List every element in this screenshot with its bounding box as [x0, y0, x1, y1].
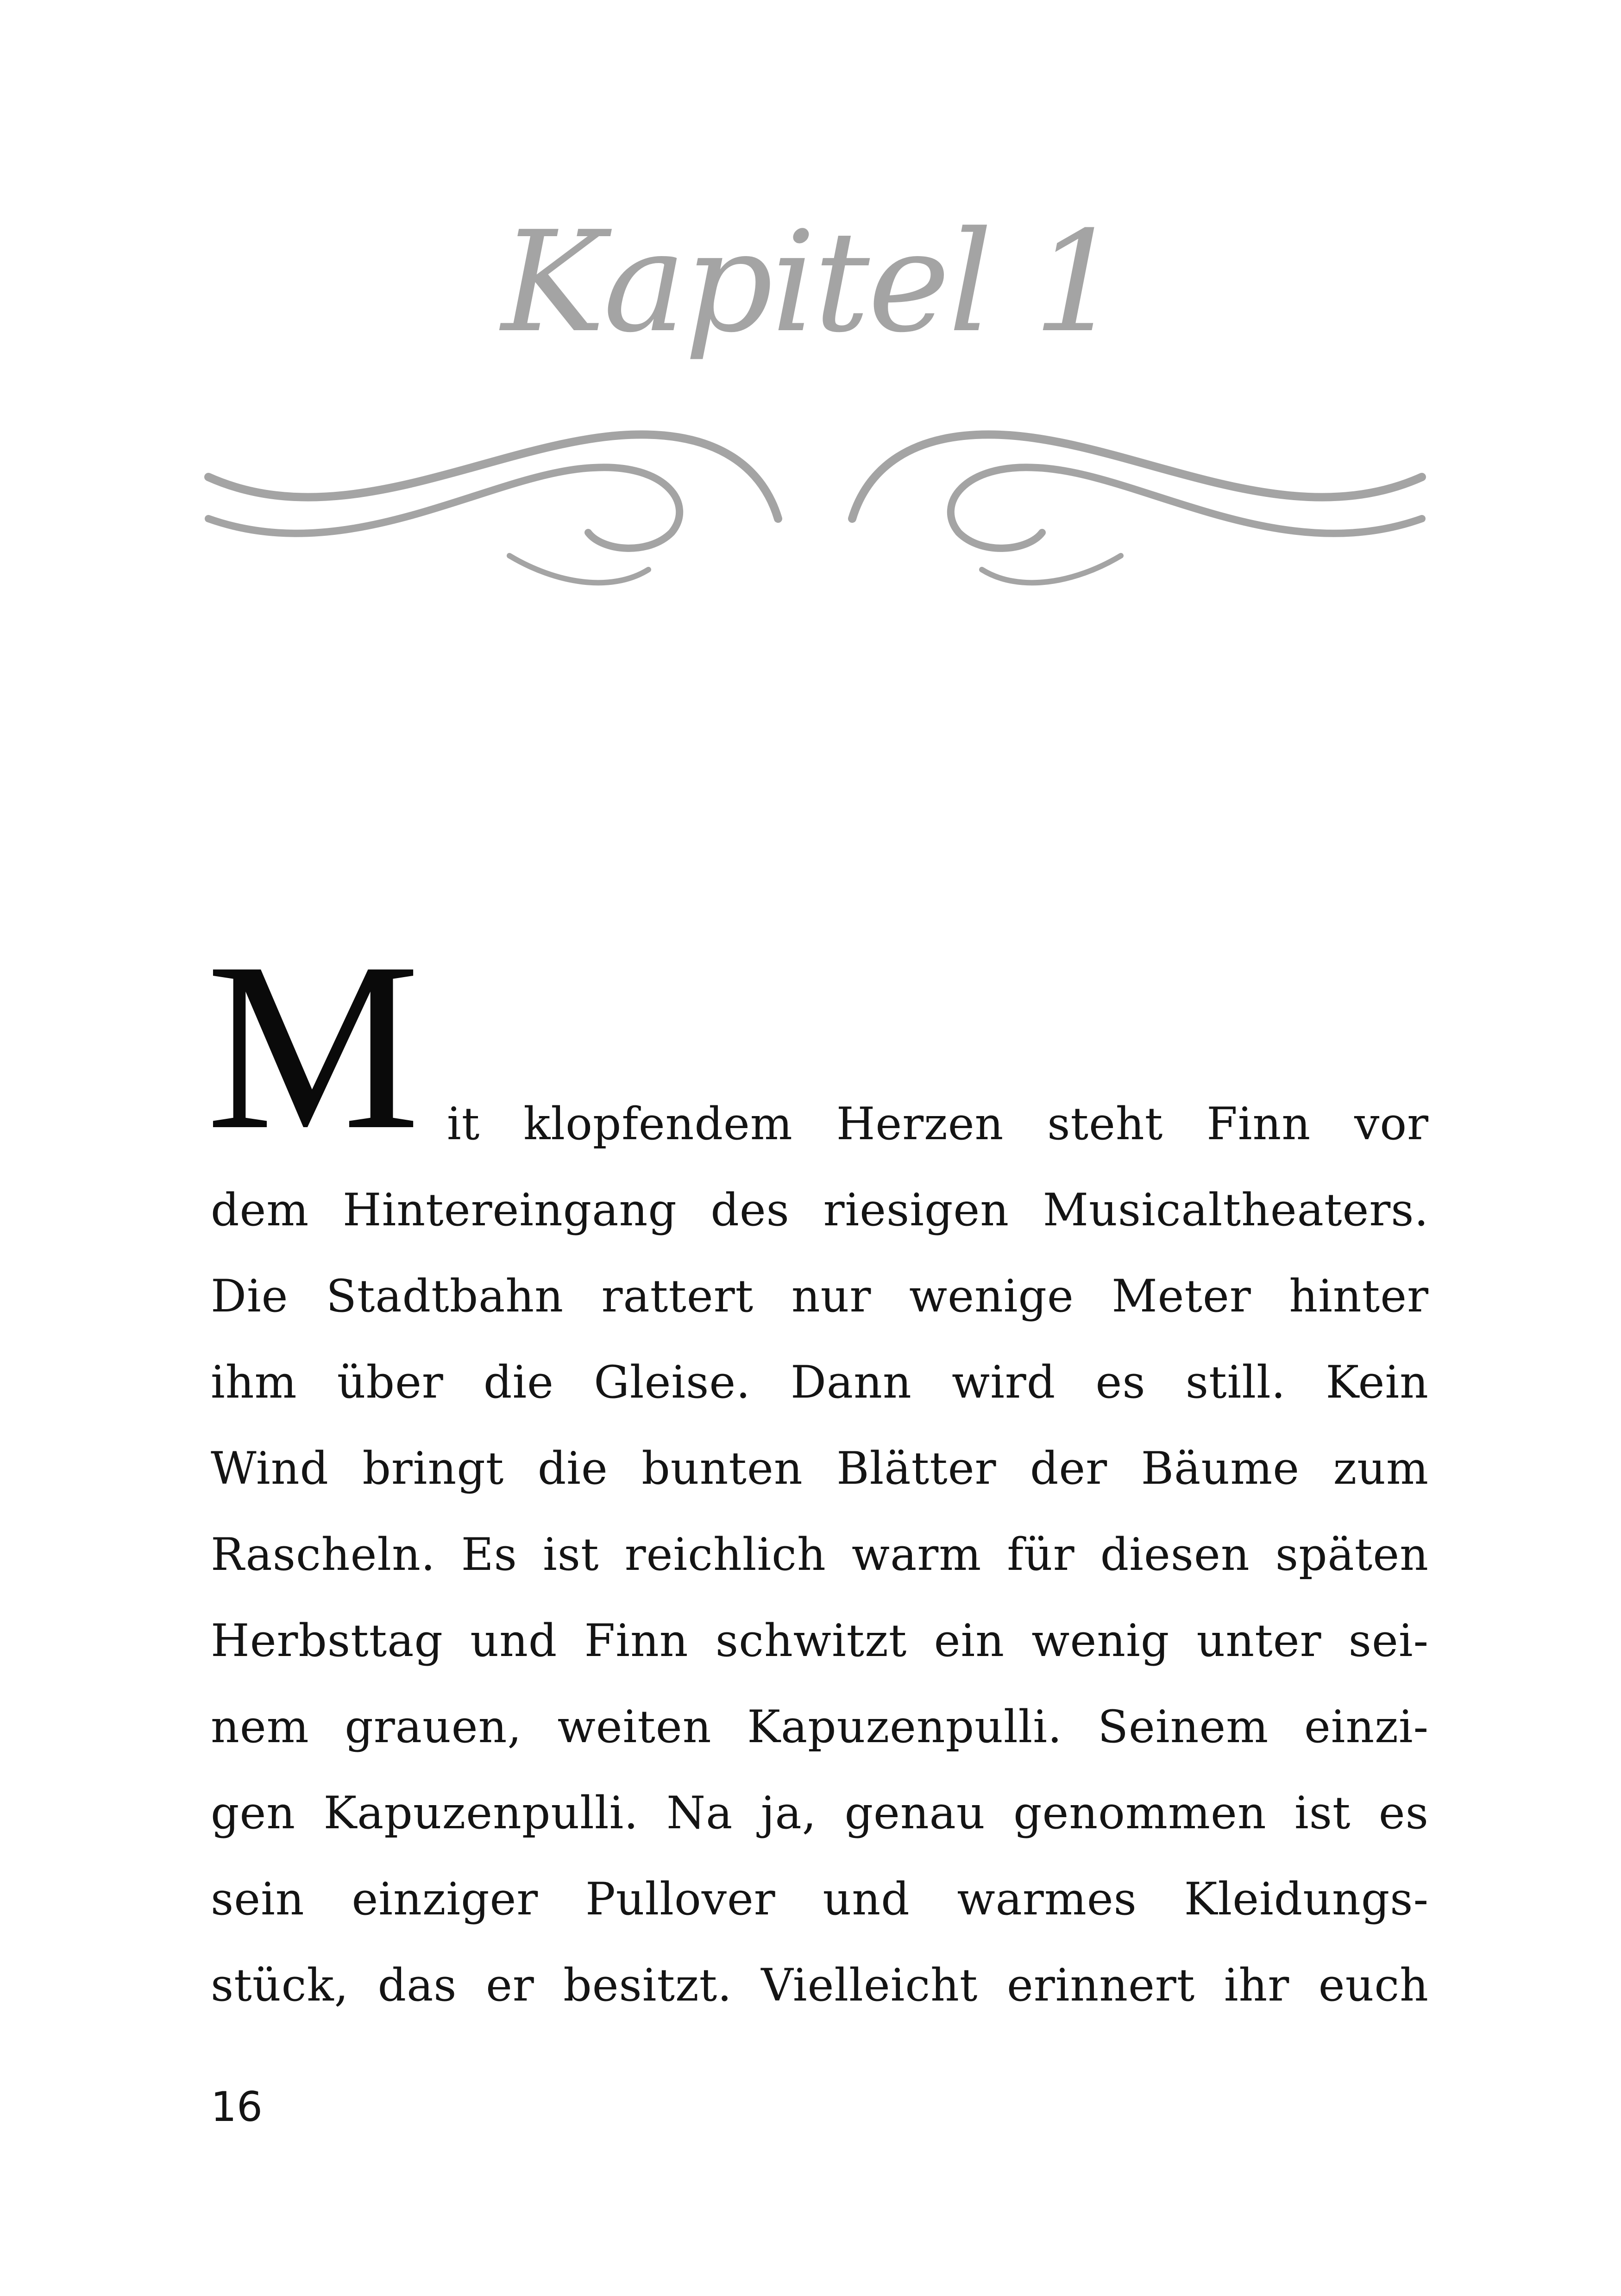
text-line: sein einziger Pullover und warmes Kleidungs-: [211, 1873, 1429, 1925]
right-flourish-tail: [982, 556, 1121, 583]
text-line: Rascheln. Es ist reichlich warm für diesen späten: [211, 1529, 1429, 1581]
text-line: it klopfendem Herzen steht Finn vor: [447, 1098, 1429, 1150]
left-flourish-tail: [509, 556, 648, 583]
drop-cap: M: [206, 913, 421, 1179]
chapter-body: [206, 913, 1429, 2028]
text-line: Wind bringt die bunten Blätter der Bäume zum: [211, 1443, 1429, 1494]
text-line: nem grauen, weiten Kapuzenpulli. Seinem einzi-: [211, 1701, 1429, 1753]
first-paragraph-opening: [206, 913, 1429, 1179]
page-number: 16: [211, 2083, 263, 2131]
chapter-title: Kapitel 1: [501, 201, 1120, 363]
text-line: Herbsttag und Finn schwitzt ein wenig unter sei-: [211, 1615, 1429, 1667]
text-line: ihm über die Gleise. Dann wird es still. Kein: [211, 1356, 1429, 1408]
right-flourish-inner: [951, 467, 1422, 548]
right-flourish-outer: [852, 434, 1422, 519]
text-line: gen Kapuzenpulli. Na ja, genau genommen ist es: [211, 1787, 1429, 1839]
left-flourish-inner: [208, 467, 679, 548]
text-line: Die Stadtbahn rattert nur wenige Meter hinter: [211, 1270, 1429, 1322]
text-line: stück, das er besitzt. Vielleicht erinnert ihr euch: [211, 1959, 1429, 2011]
left-flourish-outer: [208, 434, 778, 519]
text-line: dem Hintereingang des riesigen Musicaltheaters.: [211, 1184, 1429, 1236]
scroll-flourish-icon: [204, 417, 1426, 611]
